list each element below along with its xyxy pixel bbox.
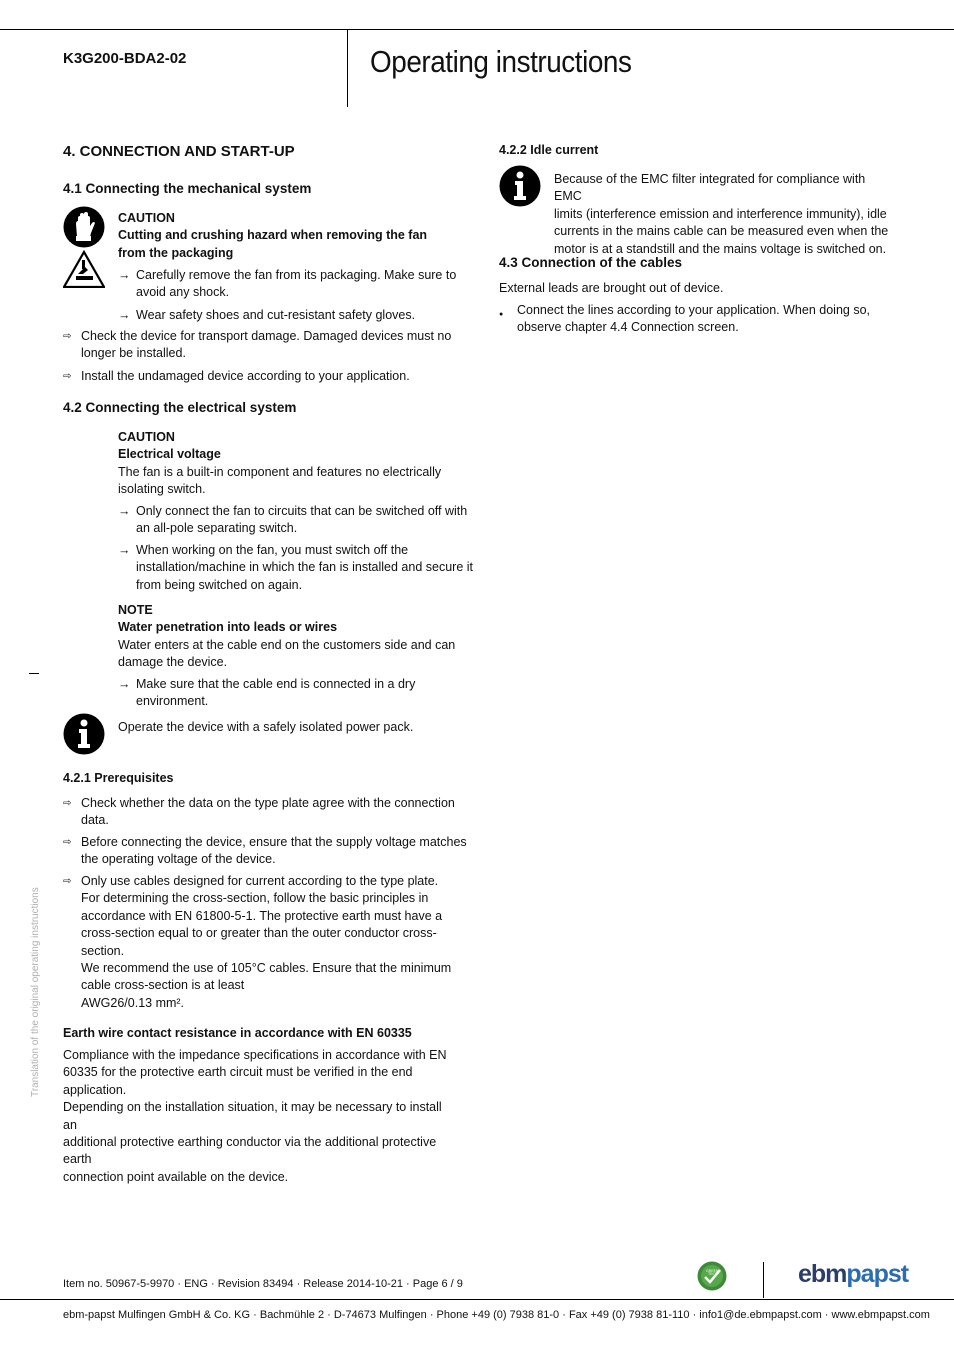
check-marker: ⇨ <box>63 876 72 887</box>
check-marker: ⇨ <box>63 798 72 809</box>
caution-block-mechanical <box>118 210 458 262</box>
caution-body-line: isolating switch. <box>118 482 206 497</box>
check-line: AWG26/0.13 mm². <box>81 995 185 1010</box>
step-line: avoid any shock. <box>136 285 230 300</box>
footer-rule <box>0 1299 954 1300</box>
check-marker: ⇨ <box>63 837 72 848</box>
step-line: from being switched on again. <box>136 577 303 592</box>
body-line: Depending on the installation situation, it may be necessary to install an <box>63 1100 442 1132</box>
logo-part: papst <box>846 1260 909 1288</box>
body-line: additional protective earthing conductor via the additional protective earth <box>63 1135 437 1167</box>
check-marker: ⇨ <box>63 331 72 342</box>
step-line: environment. <box>136 694 209 709</box>
bullet-line: Connect the lines according to your application. When doing so, <box>517 303 870 317</box>
body-line: Compliance with the impedance specifications in accordance with EN <box>63 1048 447 1062</box>
body-line: connection point available on the device. <box>63 1169 289 1184</box>
step-line: When working on the fan, you must switch off the <box>136 543 409 557</box>
note-heading: Water penetration into leads or wires <box>118 620 338 635</box>
footer-logo-divider <box>763 1262 764 1298</box>
check-line: the operating voltage of the device. <box>81 852 276 867</box>
step-line: Wear safety shoes and cut-resistant safety gloves. <box>136 308 416 322</box>
ebmpapst-logo <box>798 1260 908 1289</box>
badge-text: GREEN <box>706 1269 719 1273</box>
caution-block-electrical <box>118 429 463 499</box>
check-item <box>63 368 466 385</box>
check-item <box>63 795 471 830</box>
note-label: NOTE <box>118 603 153 617</box>
check-item <box>63 873 471 1012</box>
check-line: cable cross-section is at least <box>81 978 245 993</box>
bullet-marker: ● <box>499 311 504 318</box>
check-line: Check whether the data on the type plate agree with the connection <box>81 796 455 810</box>
model-number: K3G200-BDA2-02 <box>63 50 187 67</box>
step-line: an all-pole separating switch. <box>136 521 298 536</box>
note-body-line: Water enters at the cable end on the customers side and can <box>118 637 456 652</box>
caution-step <box>118 503 476 538</box>
body-line: currents in the mains cable can be measured even when the <box>554 224 889 239</box>
arrow-marker: → <box>118 677 131 691</box>
section-4-1-title: 4.1 Connecting the mechanical system <box>63 181 312 196</box>
check-line: For determining the cross-section, follow the basic principles in <box>81 891 429 906</box>
note-body-line: damage the device. <box>118 655 228 670</box>
step-line: Only connect the fan to circuits that can be switched off with <box>136 504 468 518</box>
check-item <box>63 834 471 869</box>
info-icon <box>63 713 105 755</box>
caution-body-line: The fan is a built-in component and features no electrically <box>118 464 442 479</box>
cables-intro: External leads are brought out of device. <box>499 281 724 295</box>
caution-heading-line: from the packaging <box>118 245 234 260</box>
logo-part: ebm <box>798 1260 847 1288</box>
body-line: limits (interference emission and interference immunity), idle <box>554 206 887 221</box>
green-tech-badge-icon <box>697 1261 727 1291</box>
info-text: Operate the device with a safely isolated power pack. <box>118 720 414 734</box>
caution-label: CAUTION <box>118 211 175 225</box>
idle-current-text <box>554 171 894 258</box>
crushing-hazard-icon <box>63 250 105 288</box>
step-line: Carefully remove the fan from its packaging. Make sure to <box>136 268 457 282</box>
check-line: longer be installed. <box>81 346 186 361</box>
earth-wire-body <box>63 1047 458 1186</box>
check-line: cross-section equal to or greater than the outer conductor cross- <box>81 926 437 941</box>
side-note: Translation of the original operating instructions <box>30 887 41 1097</box>
caution-label: CAUTION <box>118 430 175 444</box>
check-line: Install the undamaged device according to your application. <box>81 369 410 383</box>
earth-wire-title: Earth wire contact resistance in accordance with EN 60335 <box>63 1026 412 1040</box>
check-item <box>63 328 466 363</box>
section-4-2-title: 4.2 Connecting the electrical system <box>63 400 297 415</box>
section-4-title: 4. CONNECTION AND START-UP <box>63 143 295 160</box>
footer-address: ebm-papst Mulfingen GmbH & Co. KG · Bachmühle 2 · D-74673 Mulfingen · Phone +49 (0) 7938 81-0 · Fax +49 (0) 7938 81-110 · info1@de.ebmpapst.com · www.ebmpapst.com <box>63 1309 930 1321</box>
section-4-2-1-title: 4.2.1 Prerequisites <box>63 771 174 785</box>
check-line: accordance with EN 61800-5-1. The protective earth must have a <box>81 908 443 923</box>
caution-step <box>118 542 476 594</box>
check-marker: ⇨ <box>63 371 72 382</box>
arrow-marker: → <box>118 543 131 557</box>
check-line: section. <box>81 943 125 958</box>
check-line: data. <box>81 813 109 828</box>
caution-heading-line: Cutting and crushing hazard when removing the fan <box>118 228 428 243</box>
header-divider <box>347 29 348 107</box>
bullet-item <box>499 302 897 337</box>
caution-step <box>118 267 466 302</box>
header-top-rule <box>0 29 954 30</box>
badge-text: TECH <box>708 1272 718 1276</box>
check-line: Before connecting the device, ensure that the supply voltage matches <box>81 835 467 849</box>
body-line: 60335 for the protective earth circuit must be verified in the end <box>63 1065 413 1080</box>
check-line: We recommend the use of 105°C cables. Ensure that the minimum <box>81 961 452 976</box>
section-4-2-2-title: 4.2.2 Idle current <box>499 143 599 157</box>
caution-step <box>118 307 466 324</box>
caution-heading: Electrical voltage <box>118 447 221 462</box>
arrow-marker: → <box>118 268 131 282</box>
body-line: Because of the EMC filter integrated for compliance with EMC <box>554 172 866 204</box>
arrow-marker: → <box>118 504 131 518</box>
footer-meta: Item no. 50967-5-9970 · ENG · Revision 83494 · Release 2014-10-21 · Page 6 / 9 <box>63 1278 463 1290</box>
bullet-line: observe chapter 4.4 Connection screen. <box>517 320 739 335</box>
check-line: Only use cables designed for current according to the type plate. <box>81 874 439 888</box>
section-4-3-title: 4.3 Connection of the cables <box>499 255 683 270</box>
body-line: application. <box>63 1082 127 1097</box>
note-block <box>118 602 463 672</box>
info-icon <box>499 165 541 207</box>
step-line: Make sure that the cable end is connected in a dry <box>136 677 416 691</box>
step-line: installation/machine in which the fan is installed and secure it <box>136 560 473 575</box>
gloves-icon <box>63 206 105 248</box>
check-line: Check the device for transport damage. Damaged devices must no <box>81 329 452 343</box>
arrow-marker: → <box>118 308 131 322</box>
note-step <box>118 676 476 711</box>
margin-tick <box>29 673 39 674</box>
body-line: motor is at a standstill and the mains voltage is switched on. <box>554 241 887 256</box>
document-title: Operating instructions <box>370 44 632 79</box>
